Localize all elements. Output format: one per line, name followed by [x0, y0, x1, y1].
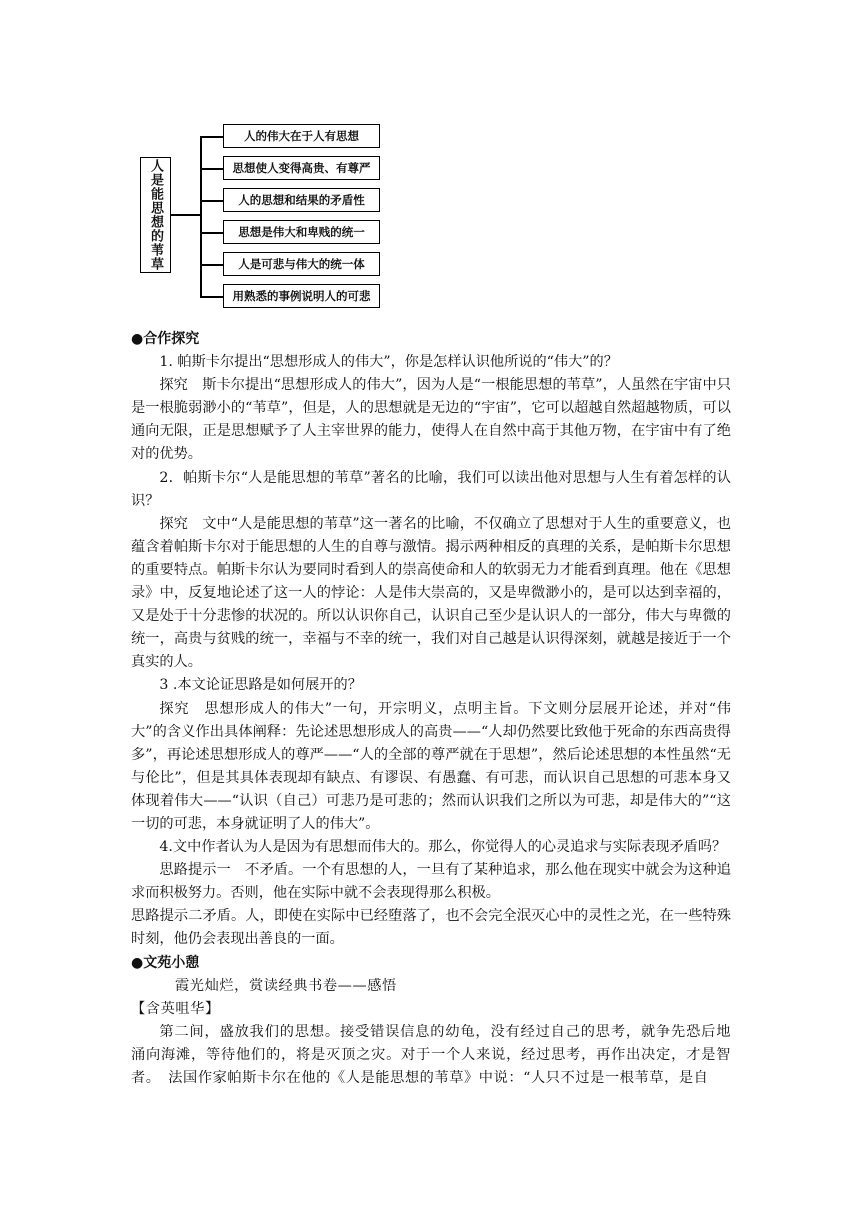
- connector-branch: [200, 200, 223, 202]
- section-heading-literary-break: ●文苑小憩: [131, 954, 200, 971]
- connector-trunk: [200, 136, 202, 296]
- diagram-root-label: 人是能思想的苇草: [148, 159, 163, 271]
- concept-diagram: [0, 0, 860, 320]
- question-2: 2．帕斯卡尔“人是能思想的苇草”著名的比喻，我们可以读出他对思想与人生有着怎样的认识？: [131, 469, 731, 509]
- poem-line: 霞光灿烂，赏读经典书卷——感悟: [175, 977, 397, 994]
- diagram-branch: 思想使人变得高贵、有尊严: [223, 156, 380, 180]
- question-1: 1. 帕斯卡尔提出“思想形成人的伟大”，你是怎样认识他所说的“伟大”的？: [159, 354, 618, 371]
- answer-4-hint-1: 思路提示一 不矛盾。一个有思想的人，一旦有了某种追求，那么他在现实中就会为这种追求而积极努力。否则，他在实际中就不会表现得那么积极。: [131, 862, 731, 902]
- connector-branch: [200, 264, 223, 266]
- diagram-branch: 人是可悲与伟大的统一体: [223, 252, 380, 276]
- connector-branch: [200, 296, 223, 298]
- answer-4-hint-2: 思路提示二矛盾。人，即使在实际中已经堕落了，也不会完全泯灭心中的灵性之光，在一些特殊时刻，他仍会表现出善良的一面。: [131, 908, 731, 948]
- document-body: [131, 328, 731, 1090]
- connector-branch: [200, 168, 223, 170]
- diagram-branch: 思想是伟大和卑贱的统一: [223, 220, 380, 244]
- answer-2: 探究 文中“人是能思想的苇草”这一著名的比喻，不仅确立了思想对于人生的重要意义，也蕴含着帕斯卡尔对于能思想的人生的自尊与激情。揭示两种相反的真理的关系，是帕斯卡尔思想的重要特点。帕斯卡尔认为要同时看到人的崇高使命和人的软弱无力才能看到真理。他在《思想录》中，反复地论述了这一人的悖论：人是伟大崇高的，又是卑微渺小的，是可以达到幸福的，又是处于十分悲惨的状况的。所以认识你自己，认识自己至少是认识人的一部分，伟大与卑微的统一，高贵与贫贱的统一，幸福与不幸的统一，我们对自己越是认识得深刻，就越是接近于一个真实的人。: [131, 515, 731, 671]
- question-3: 3 .本文论证思路是如何展开的？: [159, 677, 362, 694]
- answer-3: 探究 思想形成人的伟大”一句，开宗明义，点明主旨。下文则分层展开论述，并对“伟大”的含义作出具体阐释：先论述思想形成人的高贵——“人却仍然要比致他于死命的东西高贵得多”，再论述思想形成人的尊严——“人的全部的尊严就在于思想”，然后论述思想的本性虽然“无与伦比”，但是其具体表现却有缺点、有谬误、有愚蠢、有可悲，而认识自己思想的可悲本身又体现着伟大——“认识（自己）可悲乃是可悲的；然而认识我们之所以为可悲，却是伟大的”“这一切的可悲，本身就证明了人的伟大”。: [131, 700, 731, 832]
- answer-1: 探究 斯卡尔提出“思想形成人的伟大”，因为人是“一根能思想的苇草”，人虽然在宇宙中只是一根脆弱渺小的“苇草”，但是，人的思想就是无边的“宇宙”，它可以超越自然超越物质，可以通向无限，正是思想赋予了人主宰世界的能力，使得人在自然中高于其他万物，在宇宙中有了绝对的优势。: [131, 377, 731, 463]
- diagram-branch: 用熟悉的事例说明人的可悲: [223, 284, 380, 308]
- connector-branch: [200, 136, 223, 138]
- bracket-heading: 【含英咀华】: [131, 1000, 220, 1017]
- diagram-branch: 人的思想和结果的矛盾性: [223, 188, 380, 212]
- question-4: 4.文中作者认为人是因为有思想而伟大的。那么，你觉得人的心灵追求与实际表现矛盾吗？: [159, 839, 727, 856]
- connector-branch: [200, 232, 223, 234]
- final-paragraph: 第二间，盛放我们的思想。接受错误信息的幼龟，没有经过自己的思考，就争先恐后地涌向海滩，等待他们的，将是灭顶之灾。对于一个人来说，经过思考，再作出决定，才是智者。 法国作家帕斯卡尔在他的《人是能思想的苇草》中说：“人只不过是一根苇草，是自: [131, 1023, 731, 1086]
- section-heading-cooperative-inquiry: ●合作探究: [131, 331, 200, 347]
- connector-root: [171, 214, 201, 216]
- diagram-root-box: [140, 157, 171, 273]
- diagram-branch: 人的伟大在于人有思想: [223, 124, 380, 148]
